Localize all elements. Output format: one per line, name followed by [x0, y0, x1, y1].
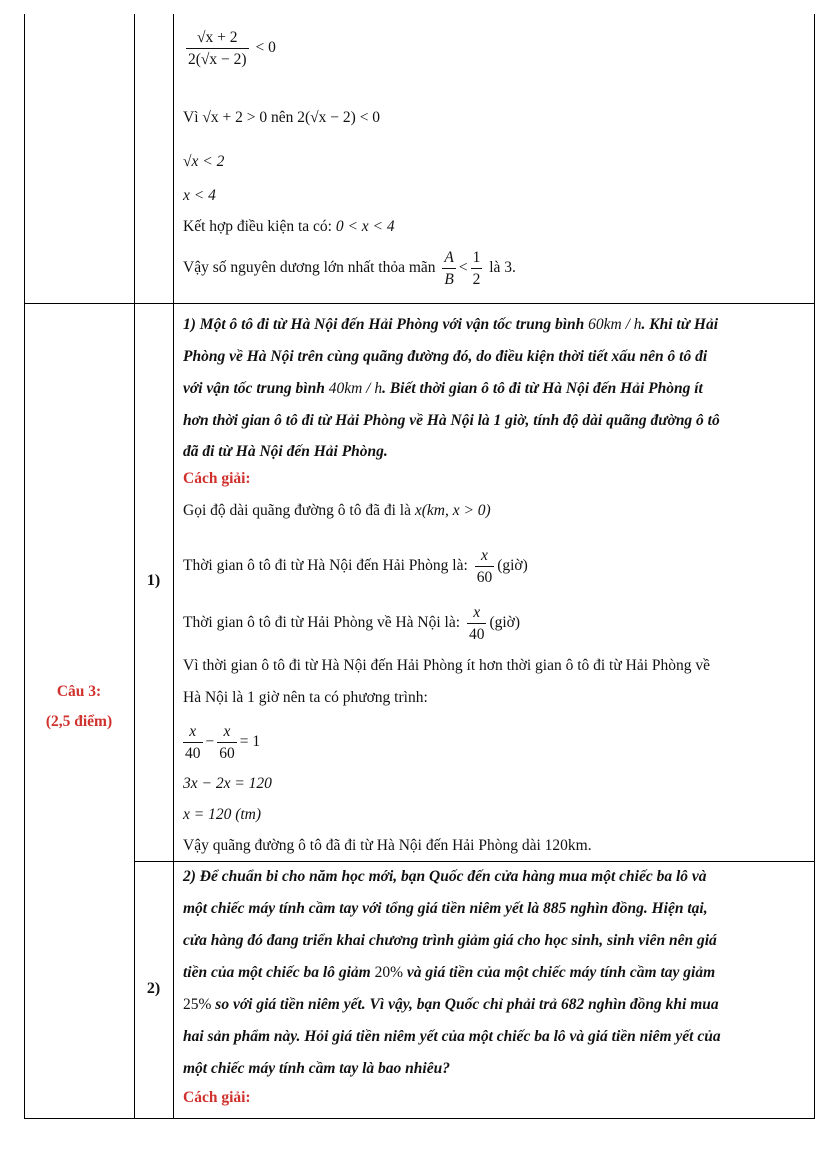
fraction-numerator: x: [475, 548, 495, 567]
problem2-line-6: hai sản phẩm này. Hỏi giá tiền niêm yết của một chiếc ba lô và giá tiền niêm yết của: [183, 1028, 721, 1045]
problem2-line-3: cửa hàng đó đang triển khai chương trình giảm giá cho học sinh, sinh viên nên giá: [183, 932, 717, 949]
fraction-denominator: 60: [219, 744, 235, 762]
problem2-line-4: [183, 961, 810, 985]
fraction-x-over-60: [475, 548, 495, 585]
fraction-numerator: x: [183, 724, 203, 743]
speed-60: 60km / h: [588, 316, 642, 333]
fraction-x-over-40: [467, 605, 487, 642]
solution-label-1: Cách giải:: [183, 470, 251, 487]
problem1-line-3: [183, 377, 810, 401]
step-text: Gọi độ dài quãng đường ô tô đã đi là: [183, 502, 411, 519]
fraction-a-over-b: [442, 250, 455, 287]
part2-number: 2): [146, 980, 161, 997]
fraction-denominator: 40: [468, 625, 485, 643]
step-text: Thời gian ô tô đi từ Hà Nội đến Hải Phòng là:: [183, 557, 468, 575]
problem-text: tiền của một chiếc ba lô giảm: [183, 964, 371, 981]
row-divider-question3: [24, 303, 815, 304]
table-border-col1: [134, 14, 135, 1119]
solution1-step3: [183, 605, 810, 642]
solution1-step4a: Vì thời gian ô tô đi từ Hà Nội đến Hải Phòng ít hơn thời gian ô tô đi từ Hải Phòng về: [183, 657, 711, 674]
solution1-step4b: Hà Nội là 1 giờ nên ta có phương trình:: [183, 689, 428, 706]
speed-40: 40km / h: [328, 380, 383, 397]
table-border-left: [24, 14, 25, 1119]
equation-rhs: = 1: [239, 733, 261, 751]
problem-text: 1) Một ô tô đi từ Hà Nội đến Hải Phòng với vận tốc trung bình: [183, 316, 585, 333]
inequality-rhs: < 0: [255, 39, 276, 57]
step-text: Thời gian ô tô đi từ Hải Phòng về Hà Nội là:: [183, 614, 461, 632]
fraction-x-over-40: [183, 724, 203, 761]
problem1-line-2: Phòng về Hà Nội trên cùng quãng đường đó, do điều kiện thời tiết xấu nên ô tô đi: [183, 348, 708, 365]
fraction-numerator: A: [442, 250, 455, 269]
fraction-one-half: [471, 250, 483, 287]
problem1-line-4: hơn thời gian ô tô đi từ Hải Phòng về Hà Nội là 1 giờ, tính độ dài quãng đường ô tô: [183, 412, 720, 429]
row-divider-part2: [134, 861, 815, 862]
solution1-conclusion: Vậy quãng đường ô tô đã đi từ Hà Nội đến Hải Phòng dài 120km.: [183, 837, 592, 854]
table-border-col2: [173, 14, 174, 1119]
line-vi: Vì √x + 2 > 0 nên 2(√x − 2) < 0: [183, 109, 381, 126]
fraction-denominator: 2: [472, 270, 481, 288]
fraction-numerator: 1: [471, 250, 483, 269]
line-x-lt-4: x < 4: [183, 187, 216, 204]
unit-text: (giờ): [489, 614, 521, 632]
solution1-step2: [183, 548, 810, 585]
question-label: Câu 3:: [56, 683, 102, 700]
part1-number: 1): [146, 572, 161, 589]
problem-text: . Khi từ Hải: [641, 316, 719, 333]
problem-text: so với giá tiền niêm yết. Vì vậy, bạn Quốc chỉ phải trả 682 nghìn đồng khi mua: [215, 996, 719, 1013]
solution1-equation2: 3x − 2x = 120: [183, 775, 272, 792]
discount-20-percent: 20%: [374, 964, 404, 981]
step-math: x(km, x > 0): [414, 502, 491, 519]
solution1-step1: [183, 499, 810, 523]
discount-25-percent: 25%: [183, 996, 212, 1013]
problem2-line-2: một chiếc máy tính cầm tay với tổng giá tiền niêm yết là 885 nghìn đồng. Hiện tại,: [183, 900, 708, 917]
combine-text: Kết hợp điều kiện ta có:: [183, 218, 332, 235]
problem2-line-1: 2) Để chuẩn bi cho năm học mới, bạn Quốc đến cửa hàng mua một chiếc ba lô và: [183, 868, 707, 885]
fraction-numerator: x: [217, 724, 237, 743]
fraction-x-over-60: [217, 724, 237, 761]
problem-text: và giá tiền của một chiếc máy tính cầm tay giảm: [406, 964, 716, 981]
problem-text: . Biết thời gian ô tô đi từ Hà Nội đến Hải Phòng ít: [382, 380, 703, 397]
line-conclusion: Vậy số nguyên dương lớn nhất thỏa mãn $\frac{A}{B}$ < $\frac{1}{2}$ là 3.: [183, 249, 516, 288]
problem2-line-5: [183, 993, 810, 1017]
fraction-denominator: 60: [476, 568, 493, 586]
fraction-inequality: [183, 30, 810, 67]
conclusion-pre: Vậy số nguyên dương lớn nhất thỏa mãn: [183, 259, 436, 277]
line-sqrt-lt-2: √x < 2: [183, 153, 225, 170]
problem1-line-1: [183, 313, 810, 337]
fraction-denominator: 40: [185, 744, 201, 762]
line-combine: [183, 215, 810, 239]
problem-text: với vận tốc trung bình: [183, 380, 325, 397]
unit-text: (giờ): [497, 557, 528, 575]
solution1-equation3: x = 120 (tm): [183, 806, 262, 823]
fraction-numerator: √x + 2: [186, 30, 249, 49]
fraction-denominator: 2(√x − 2): [188, 50, 247, 68]
solution-label-2: Cách giải:: [183, 1089, 251, 1106]
table-border-right: [814, 14, 815, 1119]
conclusion-post: là 3.: [489, 259, 516, 277]
fraction: [186, 30, 249, 67]
solution1-equation1: $\frac{x}{40}$ − $\frac{x}{60}$ = 1: [185, 723, 261, 762]
fraction-denominator: B: [444, 270, 454, 288]
table-border-bottom: [24, 1118, 815, 1119]
combine-math: 0 < x < 4: [335, 218, 395, 235]
problem2-line-7: một chiếc máy tính cầm tay là bao nhiêu?: [183, 1060, 450, 1077]
question-points: (2,5 điểm): [45, 713, 113, 730]
fraction-numerator: x: [467, 605, 487, 624]
problem1-line-5: đã đi từ Hà Nội đến Hải Phòng.: [183, 443, 388, 460]
